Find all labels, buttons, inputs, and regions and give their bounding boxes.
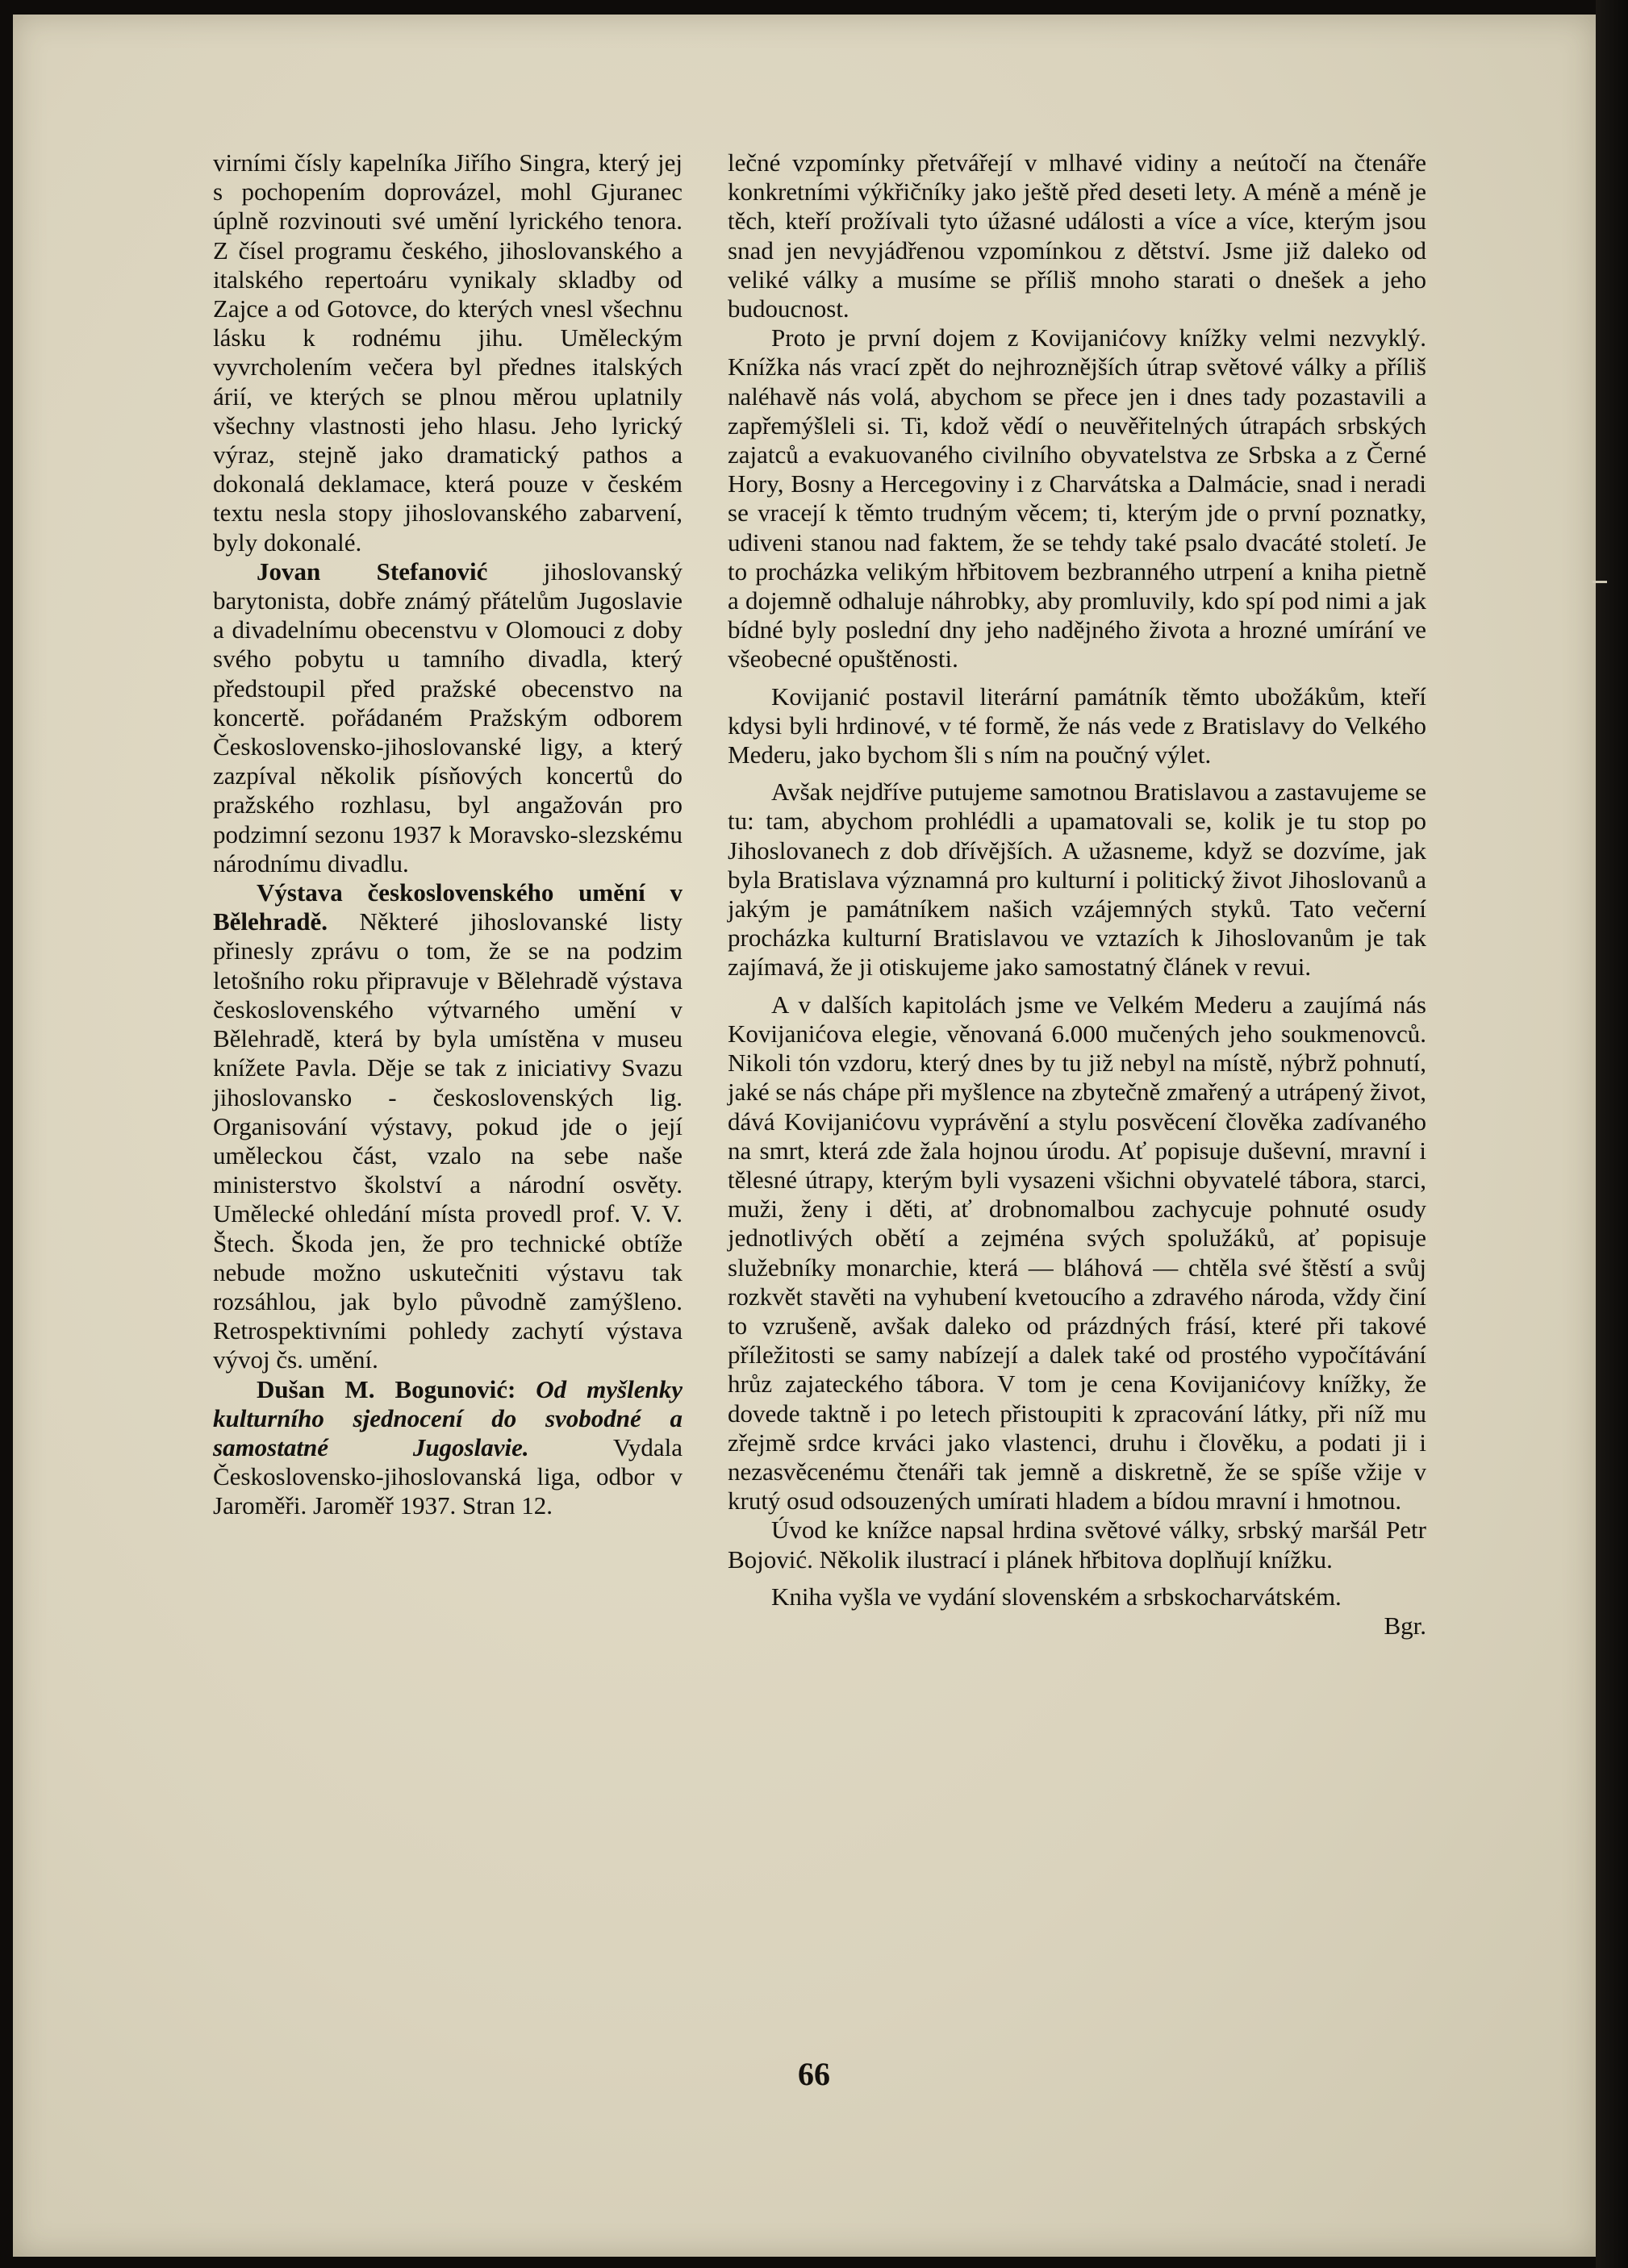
bogunovic-lead: Dušan M. Bogunović:	[257, 1374, 516, 1403]
right-paragraph-3: Kovijanić postavil literární památník těmto ubožákům, kteří kdysi byli hrdinové, v té formě, že nás vede z Bratislavy do Velkého Mederu, jako bychom šli s ním na poučný výlet.	[728, 682, 1426, 769]
edge-mark	[1593, 581, 1607, 583]
book-title: Od myšlenky kulturního sjednocení do svobodné a samostatné Jugoslavie.	[213, 1374, 683, 1461]
right-paragraph-5: A v dalších kapitolách jsme ve Velkém Mederu a zaujímá nás Kovijanićova elegie, věnovaná 6.000 mučených jeho soukmenovců. Nikoli tón vzdoru, který dnes by tu již nebyl na místě, nýbrž pohnutí, jaké se nás chápe při myšlence na zbytečně zmařený a utrápený život, dává Kovijanićovu vyprávění a stylu posvěcení člověka zadívaného na smrt, která zde žala hojnou úrodu. Ať popisuje duševní, mravní i tělesné útrapy, kterým byli vysazeni všichni obyvatelé tábora, starci, muži, ženy i děti, ať drobnomalbou zachycuje pohnuté osudy jednotlivých obětí a zejména svých spolužáků, ať popisuje služebníky monarchie, která — bláhová — chtěla své štěstí a svůj rozkvět stavěti na vyhubení kvetoucího a zdravého národa, vždy činí to vzrušeně, avšak daleko od prázdných frásí, které při takové příležitosti se samy nabízejí a dalek také od prostého vypočítávání hrůz zajateckého tábora. V tom je cena Kovijanićovy knížky, že dovede taktně i po letech přistoupiti k zpracování látky, při níž mu zřejmě srdce krváci jako vlastenci, druhu i člověku, a podati ji i nezasvěcenému čtenáři tak jemně a diskretně, že se spíše vžije v krutý osud odsouzených umírati hladem a bídou mravní i hmotnou.	[728, 990, 1426, 1515]
left-paragraph-1: virními čísly kapelníka Jiřího Singra, který jej s pochopením doprovázel, mohl Gjuranec úplně rozvinouti své umění lyrického tenora. Z čísel programu českého, jihoslovanského a italského repertoáru vynikaly skladby od Zajce a od Gotovce, do kterých vnesl všechnu lásku k rodnému jihu. Uměleckým vyvrcholením večera byl přednes italských árií, ve kterých se plnou měrou uplatnily všechny vlastnosti jeho hlasu. Jeho lyrický výraz, stejně jako dramatický pathos a dokonalá deklamace, která pouze v českém textu nesla stopy jihoslovanského zabarvení, byly dokonalé.	[213, 148, 683, 557]
left-paragraph-2: Jovan Stefanović jihoslovanský barytonista, dobře známý přátelům Jugoslavie a divadelnímu obecenstvu v Olomouci z doby svého pobytu u tamního divadla, který předstoupil před pražské obecenstvo na koncertě. pořádaném Pražským odborem Československo-jihoslovanské ligy, a který zazpíval několik písňových koncertů do pražského rozhlasu, byl angažován pro podzimní sezonu 1937 k Moravsko-slezskému národnímu divadlu.	[213, 557, 683, 878]
signature: Bgr.	[1384, 1611, 1426, 1640]
right-column	[728, 148, 1426, 1641]
left-paragraph-4: Dušan M. Bogunović: Od myšlenky kulturního sjednocení do svobodné a samostatné Jugoslavie. Vydala Československo-jihoslovanská liga, odbor v Jaroměři. Jaroměř 1937. Stran 12.	[213, 1374, 683, 1520]
page-number: 66	[798, 2056, 830, 2092]
vystava-lead: Výstava československého umění v Bělehradě.	[213, 878, 683, 936]
stefanovic-lead: Jovan Stefanović	[257, 557, 488, 586]
page-edge-shadow	[1596, 0, 1628, 2268]
right-paragraph-6: Úvod ke knížce napsal hrdina světové války, srbský maršál Petr Bojović. Několik ilustrací i plánek hřbitova doplňují knížku.	[728, 1515, 1426, 1574]
right-paragraph-4: Avšak nejdříve putujeme samotnou Bratislavou a zastavujeme se tu: tam, abychom prohlédli a upamatovali se, kolik je tu stop po Jihoslovanech z dob dřívějších. A užasneme, když se dozvíme, jak byla Bratislava významná pro kulturní i politický život Jihoslovanů a jakým je památníkem našich vzájemných styků. Tato večerní procházka kulturní Bratislavou ve vztazích k Jihoslovanům je tak zajímavá, že ji otiskujeme jako samostatný článek v revui.	[728, 778, 1426, 982]
right-paragraph-7: Kniha vyšla ve vydání slovenském a srbskocharvátském. Bgr.	[771, 1582, 1426, 1640]
left-paragraph-3: Výstava československého umění v Bělehradě. Některé jihoslovanské listy přinesly zprávu o tom, že se na podzim letošního roku připravuje v Bělehradě výstava československého výtvarného umění v Bělehradě, která by byla umístěna v museu knížete Pavla. Děje se tak z iniciativy Svazu jihoslovansko - československých lig. Organisování výstavy, pokud jde o její uměleckou část, vzalo na sebe naše ministerstvo školství a národní osvěty. Umělecké ohledání místa provedl prof. V. V. Štech. Škoda jen, že pro technické obtíže nebude možno uskutečniti výstavu tak rozsáhlou, jak bylo původně zamýšleno. Retrospektivními pohledy zachytí výstava vývoj čs. umění.	[213, 878, 683, 1374]
right-paragraph-2: Proto je první dojem z Kovijanićovy knížky velmi nezvyklý. Knížka nás vrací zpět do nejhroznějších útrap světové války a příliš naléhavě nás volá, abychom se přece jen i dnes tady pozastavili a zapřemýšleli si. Ti, kdož vědí o neuvěřitelných útrapách srbských zajatců a evakuovaného civilního obyvatelstva ze Srbska a z Černé Hory, Bosny a Hercegoviny i z Charvátska a Dalmácie, snad i neradi se vracejí k těmto trudným věcem; ti, kterým jde o první poznatky, udiveni stanou nad faktem, že se tehdy také psalo dvacáté století. Je to procházka velikým hřbitovem bezbranného utrpení a kniha pietně a dojemně odhaluje náhrobky, aby promluvily, kdo spí pod nimi a jak bídné byly poslední dny jeho nadějného života a hrozné umírání ve všeobecné opuštěnosti.	[728, 323, 1426, 673]
left-column	[213, 148, 683, 1521]
right-paragraph-1: lečné vzpomínky přetvářejí v mlhavé vidiny a neútočí na čtenáře konkretními výkřičníky jako ještě před deseti lety. A méně a méně je těch, kteří prožívali tyto úžasné události a více a více, kterým jsou snad jen nevyjádřenou vzpomínkou z dětství. Jsme již daleko od veliké války a musíme se příliš mnoho starati o dnešek a jeho budoucnost.	[728, 148, 1426, 323]
